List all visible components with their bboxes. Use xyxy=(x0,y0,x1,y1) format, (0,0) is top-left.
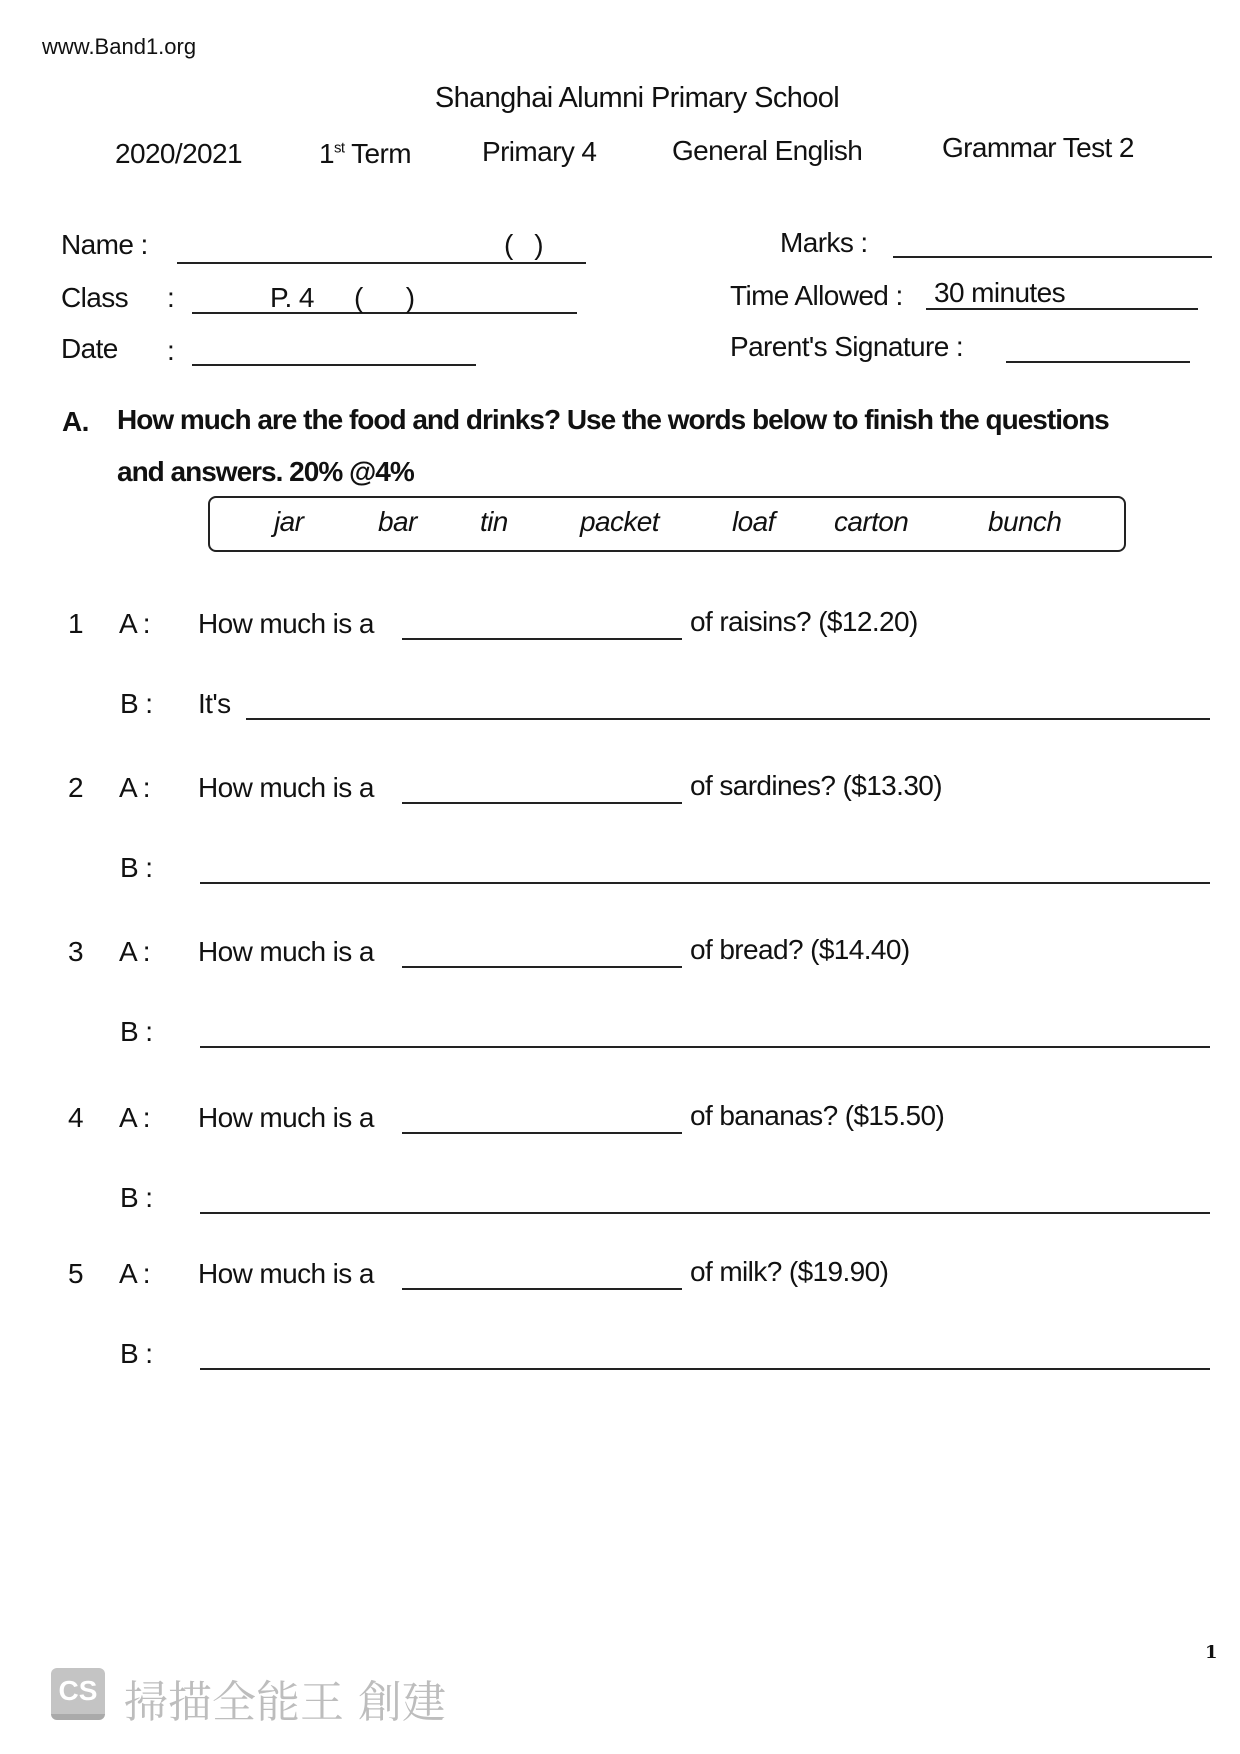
question-prefix: How much is a xyxy=(198,772,374,803)
scanner-text: 掃描全能王 創建 xyxy=(124,1677,446,1728)
speaker-a-label: A : xyxy=(119,936,150,967)
speaker-b-label: B : xyxy=(120,688,153,719)
time-label: Time Allowed : xyxy=(730,280,903,311)
question-suffix: of raisins? ($12.20) xyxy=(690,606,918,637)
term-word: Term xyxy=(351,138,411,169)
question-suffix: of bananas? ($15.50) xyxy=(690,1100,945,1131)
question-number: 1 xyxy=(68,608,83,639)
class-number-paren: ( ) xyxy=(354,282,415,313)
name-label: Name : xyxy=(61,229,148,260)
word-packet: packet xyxy=(580,506,659,537)
website-watermark: www.Band1.org xyxy=(42,34,197,59)
speaker-b-label: B : xyxy=(120,852,153,883)
speaker-a-label: A : xyxy=(119,1102,150,1133)
class-colon: : xyxy=(167,282,175,313)
answer-prefix: It's xyxy=(198,688,231,719)
speaker-a-label: A : xyxy=(119,772,150,803)
question-suffix: of milk? ($19.90) xyxy=(690,1256,889,1287)
question-number: 4 xyxy=(68,1102,83,1133)
date-colon: : xyxy=(167,335,175,366)
speaker-a-label: A : xyxy=(119,1258,150,1289)
parent-signature-label: Parent's Signature : xyxy=(730,331,964,362)
answer-line[interactable] xyxy=(200,1368,1210,1370)
marks-field[interactable] xyxy=(893,256,1212,258)
question-prefix: How much is a xyxy=(198,1258,374,1289)
date-label: Date xyxy=(61,333,118,364)
answer-line[interactable] xyxy=(200,882,1210,884)
subject: General English xyxy=(672,135,863,166)
question-prefix: How much is a xyxy=(198,936,374,967)
question-number: 2 xyxy=(68,772,83,803)
word-jar: jar xyxy=(274,506,304,537)
term-sup: st xyxy=(333,139,345,157)
school-name: Shanghai Alumni Primary School xyxy=(434,82,840,114)
class-label: Class xyxy=(61,282,129,313)
term-num: 1 xyxy=(319,138,334,169)
speaker-a-label: A : xyxy=(119,608,150,639)
speaker-b-label: B : xyxy=(120,1016,153,1047)
class-value: P. 4 xyxy=(270,282,314,313)
test-title: Grammar Test 2 xyxy=(942,132,1134,163)
term xyxy=(319,138,411,170)
word-bar: bar xyxy=(378,506,417,537)
marks-label: Marks : xyxy=(780,227,868,258)
time-value: 30 minutes xyxy=(934,277,1065,308)
section-letter: A. xyxy=(62,406,89,437)
word-carton: carton xyxy=(834,506,909,537)
answer-line[interactable] xyxy=(200,1212,1210,1214)
question-prefix: How much is a xyxy=(198,1102,374,1133)
section-instructions-1: How much are the food and drinks? Use the words below to finish the questions xyxy=(117,404,1109,435)
level: Primary 4 xyxy=(482,136,597,167)
scanner-logo: CS xyxy=(51,1668,105,1720)
question-suffix: of bread? ($14.40) xyxy=(690,934,910,965)
answer-line[interactable] xyxy=(200,1046,1210,1048)
name-class-number: ( ) xyxy=(504,229,543,260)
question-blank[interactable] xyxy=(402,1132,682,1134)
word-tin: tin xyxy=(480,506,508,537)
word-bank xyxy=(208,496,1126,552)
speaker-b-label: B : xyxy=(120,1338,153,1369)
question-number: 5 xyxy=(68,1258,83,1289)
page-number: 1 xyxy=(1205,1642,1218,1663)
date-field[interactable] xyxy=(192,364,476,366)
answer-line[interactable] xyxy=(246,718,1210,720)
speaker-b-label: B : xyxy=(120,1182,153,1213)
question-blank[interactable] xyxy=(402,802,682,804)
section-instructions-2: and answers. 20% @4% xyxy=(117,456,414,487)
question-suffix: of sardines? ($13.30) xyxy=(690,770,943,801)
word-bunch: bunch xyxy=(988,506,1062,537)
name-field[interactable] xyxy=(177,262,586,264)
question-blank[interactable] xyxy=(402,638,682,640)
question-blank[interactable] xyxy=(402,1288,682,1290)
question-prefix: How much is a xyxy=(198,608,374,639)
parent-signature-field[interactable] xyxy=(1006,361,1190,363)
school-year: 2020/2021 xyxy=(115,138,242,169)
question-number: 3 xyxy=(68,936,83,967)
question-blank[interactable] xyxy=(402,966,682,968)
time-line xyxy=(926,308,1198,310)
word-loaf: loaf xyxy=(732,506,775,537)
